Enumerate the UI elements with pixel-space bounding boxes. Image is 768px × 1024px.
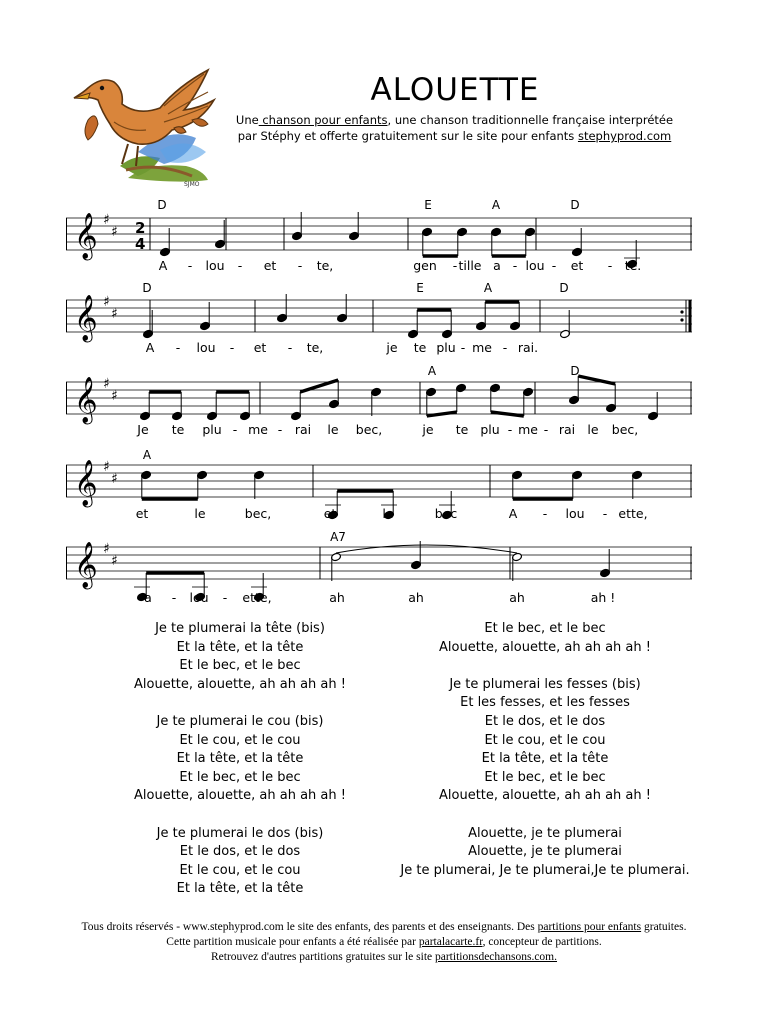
staff-system bbox=[66, 533, 692, 597]
footer-line-2 bbox=[40, 935, 728, 950]
subtitle-text: , une chanson traditionnelle française interprétée bbox=[387, 113, 674, 127]
chord-symbol: D bbox=[559, 281, 569, 295]
footer-text: Cette partition musicale pour enfants a été réalisée par bbox=[166, 936, 419, 948]
verse-left-line: Et la tête, et la tête bbox=[176, 881, 304, 897]
verse-left-line: Alouette, alouette, ah ah ah ah ! bbox=[134, 788, 346, 804]
lyric-syllable: - bbox=[502, 340, 508, 355]
lyric-syllable: et bbox=[253, 340, 267, 355]
lyric-syllable: A bbox=[145, 340, 155, 355]
lyric-syllable: lou bbox=[565, 506, 585, 521]
footer-text: , concepteur de partitions. bbox=[482, 936, 602, 948]
footer-line-3 bbox=[40, 950, 728, 965]
lyric-syllable: A bbox=[508, 506, 518, 521]
verse-right-line: Alouette, alouette, ah ah ah ah ! bbox=[439, 639, 651, 655]
lyric-syllable: - bbox=[512, 258, 518, 273]
verse-left-line: Et le bec, et le bec bbox=[179, 658, 301, 674]
sharp-icon: ♯ bbox=[111, 553, 118, 569]
treble-clef-icon: 𝄞 bbox=[74, 542, 98, 588]
illustration-signature: SJMO bbox=[184, 181, 200, 188]
sharp-icon: ♯ bbox=[103, 541, 110, 557]
staff-system bbox=[66, 286, 692, 350]
tie-slur bbox=[336, 545, 517, 553]
lyric-syllable: le bbox=[327, 422, 339, 437]
partalacarte-link[interactable]: partalacarte.fr bbox=[418, 936, 483, 948]
verse-right-line: Et le dos, et le dos bbox=[484, 713, 606, 729]
lyric-syllable: plu bbox=[436, 340, 456, 355]
chord-symbol: A7 bbox=[330, 530, 346, 544]
chord-symbol: D bbox=[157, 198, 167, 212]
footer-text: gratuites. bbox=[641, 921, 687, 933]
lyric-syllable: te, bbox=[316, 258, 334, 273]
lyric-syllable: - bbox=[607, 258, 613, 273]
sharp-icon: ♯ bbox=[111, 224, 118, 240]
sharp-icon: ♯ bbox=[103, 294, 110, 310]
verse-left-line: Je te plumerai le dos (bis) bbox=[156, 825, 324, 841]
staff-system bbox=[66, 451, 692, 515]
lyric-syllable: - bbox=[229, 340, 235, 355]
lyric-syllable: plu bbox=[480, 422, 500, 437]
lyric-syllable: et bbox=[263, 258, 277, 273]
treble-clef-icon: 𝄞 bbox=[74, 295, 98, 341]
lyric-syllable: lou bbox=[525, 258, 545, 273]
footer-line-1 bbox=[40, 920, 728, 935]
chord-symbol: A bbox=[142, 448, 152, 462]
lyric-syllable: - bbox=[232, 422, 238, 437]
subtitle-line-2 bbox=[232, 128, 677, 144]
lyric-syllable: - bbox=[551, 258, 557, 273]
lyric-syllable: - bbox=[460, 340, 466, 355]
treble-clef-icon: 𝄞 bbox=[74, 460, 98, 506]
staff bbox=[66, 451, 692, 515]
lyric-syllable: me bbox=[472, 340, 492, 355]
lyric-syllable: ette, bbox=[618, 506, 648, 521]
sharp-icon: ♯ bbox=[103, 459, 110, 475]
chanson-pour-enfants-link[interactable]: chanson pour enfants bbox=[258, 113, 388, 127]
subtitle-line-1 bbox=[232, 112, 677, 128]
lyric-syllable: le bbox=[382, 506, 394, 521]
stanza-gap bbox=[120, 694, 360, 713]
verse-left-line: Et le bec, et le bec bbox=[179, 769, 301, 785]
lyric-syllable: ah bbox=[408, 590, 424, 605]
alouette-bird-illustration bbox=[68, 66, 218, 190]
stanza-gap bbox=[120, 806, 360, 825]
stephyprod-link[interactable]: stephyprod.com bbox=[577, 129, 672, 143]
verse-left-line: Et le cou, et le cou bbox=[179, 732, 301, 748]
lyric-syllable: A bbox=[158, 258, 168, 273]
lyric-syllable: rai bbox=[294, 422, 312, 437]
subtitle-text: par Stéphy et offerte gratuitement sur le site pour enfants bbox=[237, 129, 578, 143]
lyric-syllable: - bbox=[452, 258, 458, 273]
lyric-syllable: - bbox=[543, 422, 549, 437]
chord-symbol: D bbox=[142, 281, 152, 295]
lyric-syllable: plu bbox=[202, 422, 222, 437]
partitionsdechansons-link[interactable]: partitionsdechansons.com. bbox=[435, 951, 558, 963]
chord-symbol: A bbox=[427, 364, 437, 378]
lyric-syllable: me bbox=[518, 422, 538, 437]
lyric-syllable: - bbox=[287, 340, 293, 355]
sharp-icon: ♯ bbox=[111, 471, 118, 487]
lyric-syllable: ette, bbox=[242, 590, 272, 605]
lyric-syllable: lou bbox=[196, 340, 216, 355]
lyric-syllable: Je bbox=[137, 422, 149, 437]
lyric-syllable: et bbox=[135, 506, 149, 521]
chord-symbol: A bbox=[483, 281, 493, 295]
treble-clef-icon: 𝄞 bbox=[74, 213, 98, 259]
lyric-syllable: bec, bbox=[355, 422, 383, 437]
lyric-syllable: a bbox=[144, 590, 152, 605]
lyric-syllable: gen bbox=[413, 258, 437, 273]
sharp-icon: ♯ bbox=[103, 376, 110, 392]
lyric-syllable: et bbox=[323, 506, 337, 521]
verse-right-line: Et le cou, et le cou bbox=[484, 732, 606, 748]
verse-left-line: Et le dos, et le dos bbox=[179, 844, 301, 860]
lyric-syllable: - bbox=[297, 258, 303, 273]
verse-left-line: Je te plumerai la tête (bis) bbox=[155, 621, 325, 636]
treble-clef-icon: 𝄞 bbox=[74, 377, 98, 423]
lyric-syllable: - bbox=[277, 422, 283, 437]
stanza-gap bbox=[380, 806, 710, 825]
verses-left-column bbox=[120, 620, 360, 899]
note-beam bbox=[491, 412, 524, 416]
verse-right-line: Alouette, je te plumerai bbox=[468, 844, 622, 860]
lyric-syllable: - bbox=[602, 506, 608, 521]
lyric-syllable: je bbox=[386, 340, 398, 355]
lyric-syllable: te. bbox=[624, 258, 642, 273]
lyric-syllable: le bbox=[587, 422, 599, 437]
lyric-syllable: - bbox=[542, 506, 548, 521]
lyric-syllable: - bbox=[237, 258, 243, 273]
lyric-syllable: lou bbox=[189, 590, 209, 605]
verse-right-line: Et la tête, et la tête bbox=[481, 751, 609, 767]
sharp-icon: ♯ bbox=[111, 306, 118, 322]
staff bbox=[66, 286, 692, 350]
lyric-syllable: bec, bbox=[244, 506, 272, 521]
song-title: ALOUETTE bbox=[370, 72, 540, 108]
lyric-syllable: ah bbox=[509, 590, 525, 605]
lyric-syllable: tille bbox=[458, 258, 482, 273]
verse-left-line: Et la tête, et la tête bbox=[176, 751, 304, 767]
verse-right-line: Et les fesses, et les fesses bbox=[460, 695, 630, 711]
lyric-syllable: et bbox=[570, 258, 584, 273]
verse-right-line: Alouette, je te plumerai bbox=[468, 825, 622, 841]
stanza-gap bbox=[380, 657, 710, 676]
time-signature-bottom: 4 bbox=[135, 235, 146, 253]
lyric-syllable: te bbox=[455, 422, 469, 437]
sharp-icon: ♯ bbox=[103, 212, 110, 228]
lyric-syllable: rai bbox=[558, 422, 576, 437]
lyric-syllable: a bbox=[493, 258, 501, 273]
lyric-syllable: - bbox=[175, 340, 181, 355]
chord-symbol: D bbox=[570, 198, 580, 212]
note-beam bbox=[427, 412, 457, 416]
chord-symbol: A bbox=[491, 198, 501, 212]
lyric-syllable: te bbox=[413, 340, 427, 355]
subtitle-text: Une bbox=[235, 113, 259, 127]
footer-text: Retrouvez d'autres partitions gratuites sur le site bbox=[210, 951, 435, 963]
lyric-syllable: - bbox=[171, 590, 177, 605]
lyric-syllable: bec bbox=[434, 506, 458, 521]
partitions-pour-enfants-link[interactable]: partitions pour enfants bbox=[537, 921, 642, 933]
chord-symbol: D bbox=[570, 364, 580, 378]
footer bbox=[40, 920, 728, 965]
lyric-syllable: me bbox=[248, 422, 268, 437]
verse-right-line: Et le bec, et le bec bbox=[484, 769, 606, 785]
lyric-syllable: ah ! bbox=[590, 590, 616, 605]
lyric-syllable: rai. bbox=[517, 340, 539, 355]
verse-right-line: Je te plumerai, Je te plumerai,Je te plumerai. bbox=[400, 862, 690, 878]
lyric-syllable: lou bbox=[205, 258, 225, 273]
sharp-icon: ♯ bbox=[111, 388, 118, 404]
lyric-syllable: te, bbox=[306, 340, 324, 355]
lyric-syllable: - bbox=[507, 422, 513, 437]
verse-right-line: Et le bec, et le bec bbox=[484, 621, 606, 636]
lyric-syllable: - bbox=[187, 258, 193, 273]
verse-left-line: Alouette, alouette, ah ah ah ah ! bbox=[134, 676, 346, 692]
staff bbox=[66, 533, 692, 597]
footer-text: Tous droits réservés - www.stephyprod.com le site des enfants, des parents et des enseignants. Des bbox=[81, 921, 538, 933]
verse-left-line: Et le cou, et le cou bbox=[179, 862, 301, 878]
chord-symbol: E bbox=[424, 198, 432, 212]
lyric-syllable: je bbox=[422, 422, 434, 437]
verses-right-column bbox=[380, 620, 710, 880]
lyric-syllable: bec, bbox=[611, 422, 639, 437]
verse-left-line: Et la tête, et la tête bbox=[176, 639, 304, 655]
verse-left-line: Je te plumerai le cou (bis) bbox=[156, 713, 324, 729]
note-beam bbox=[578, 376, 615, 384]
lyric-syllable: - bbox=[222, 590, 228, 605]
chord-symbol: E bbox=[416, 281, 424, 295]
lyric-syllable: te bbox=[171, 422, 185, 437]
verse-right-line: Alouette, alouette, ah ah ah ah ! bbox=[439, 788, 651, 804]
time-signature-top: 2 bbox=[135, 219, 146, 237]
verse-right-line: Je te plumerai les fesses (bis) bbox=[449, 676, 641, 692]
lyric-syllable: ah bbox=[329, 590, 345, 605]
lyric-syllable: le bbox=[194, 506, 206, 521]
